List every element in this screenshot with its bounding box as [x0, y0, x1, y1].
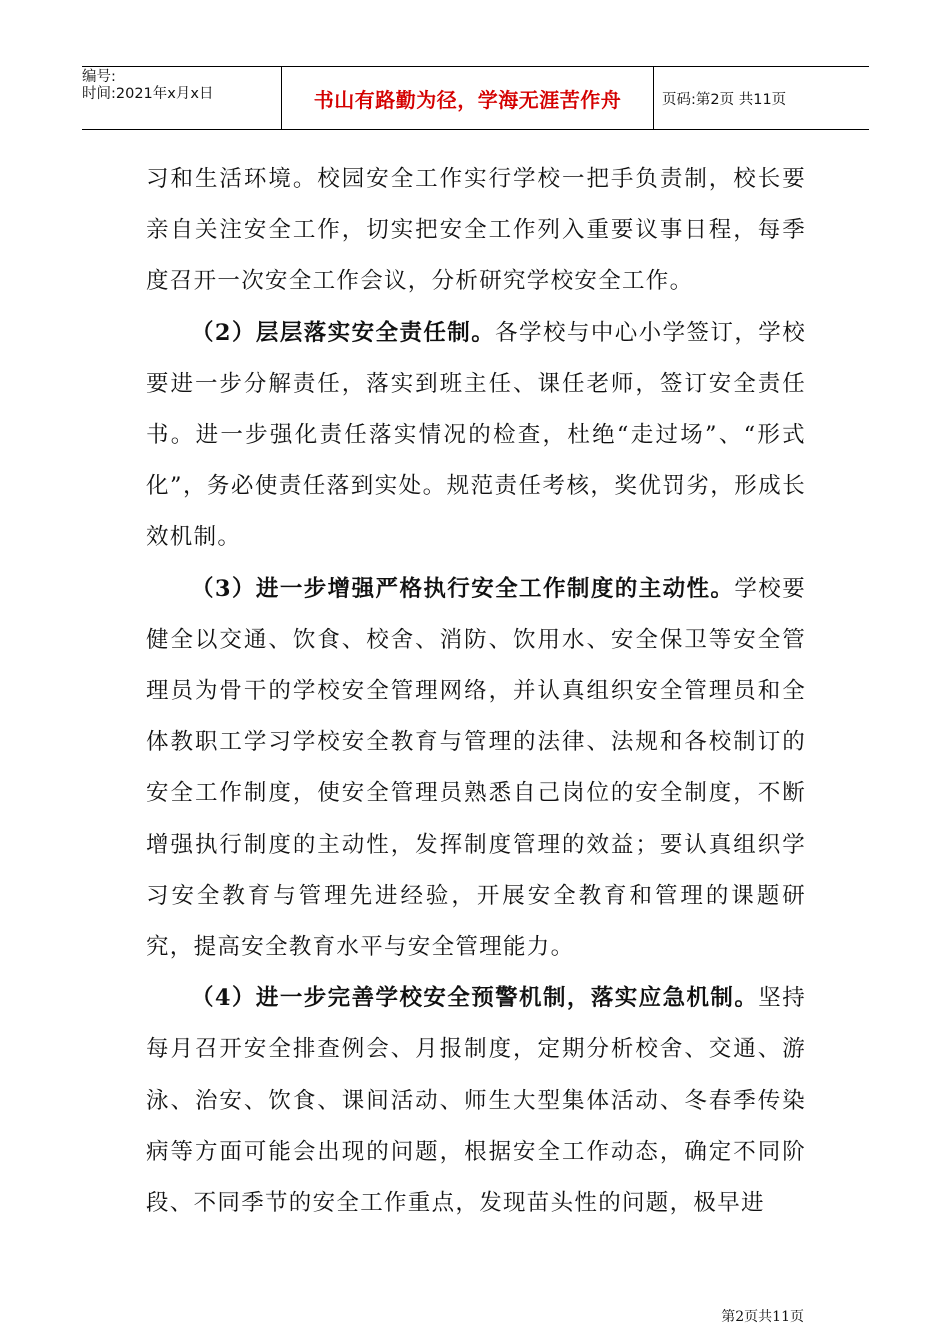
header-slogan-cell	[282, 67, 654, 129]
document-time-label: 时间:2021年x月x日	[82, 86, 214, 102]
paragraph-1	[146, 154, 806, 308]
paragraph-4-heading: （4）进一步完善学校安全预警机制，落实应急机制。	[191, 985, 759, 1012]
document-number-label: 编号:	[82, 69, 116, 85]
header-page-cell	[654, 67, 869, 129]
document-body	[146, 154, 806, 1229]
paragraph-3	[146, 564, 806, 974]
header-page-number: 页码:第2页 共11页	[662, 91, 787, 108]
header-meta	[82, 67, 282, 129]
header-slogan: 书山有路勤为径，学海无涯苦作舟	[313, 87, 622, 112]
paragraph-1-text: 习和生活环境。校园安全工作实行学校一把手负责制，校长要亲自关注安全工作，切实把安全工作列入重要议事日程，每季度召开一次安全工作会议，分析研究学校安全工作。	[146, 166, 806, 295]
paragraph-4-text: 坚持每月召开安全排查例会、月报制度，定期分析校舍、交通、游泳、治安、饮食、课间活动、师生大型集体活动、冬春季传染病等方面可能会出现的问题，根据安全工作动态，确定不同阶段、不同季节的安全工作重点，发现苗头性的问题，极早进	[146, 985, 807, 1217]
paragraph-2	[146, 308, 806, 564]
page-header	[82, 66, 869, 130]
paragraph-3-text: 学校要健全以交通、饮食、校舍、消防、饮用水、安全保卫等安全管理员为骨干的学校安全管理网络，并认真组织安全管理员和全体教职工学习学校安全教育与管理的法律、法规和各校制订的安全工作制度，使安全管理员熟悉自己岗位的安全制度，不断增强执行制度的主动性，发挥制度管理的效益；要认真组织学习安全教育与管理先进经验，开展安全教育和管理的课题研究，提高安全教育水平与安全管理能力。	[146, 575, 807, 961]
paragraph-3-heading: （3）进一步增强严格执行安全工作制度的主动性。	[191, 575, 735, 602]
paragraph-4	[146, 973, 806, 1229]
page-footer: 第2页共11页	[721, 1309, 804, 1325]
paragraph-2-text: 各学校与中心小学签订，学校要进一步分解责任，落实到班主任、课任老师，签订安全责任书。进一步强化责任落实情况的检查，杜绝“走过场”、“形式化”，务必使责任落到实处。规范责任考核，奖优罚劣，形成长效机制。	[146, 319, 806, 551]
paragraph-2-heading: （2）层层落实安全责任制。	[191, 319, 496, 346]
